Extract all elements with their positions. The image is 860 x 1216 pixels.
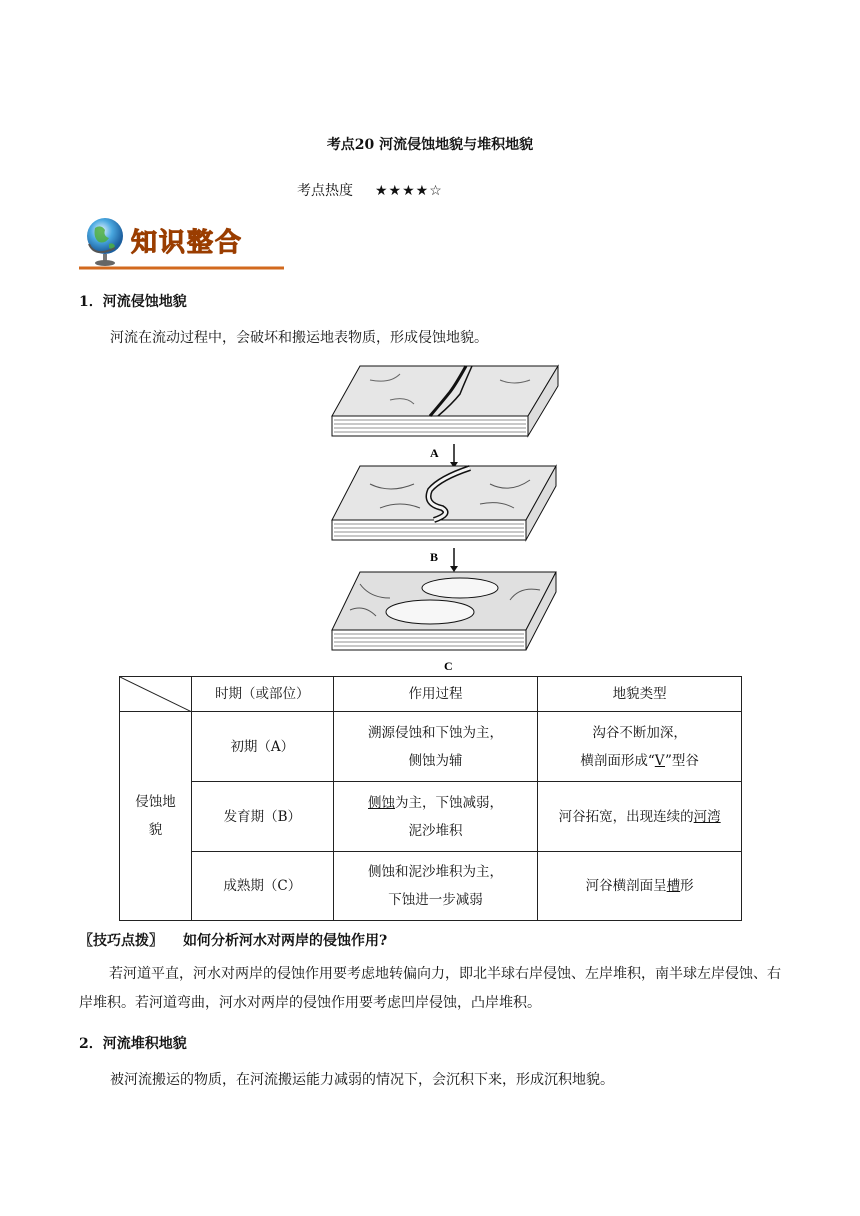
tip-heading	[79, 930, 387, 950]
tip-question: 如何分析河水对两岸的侵蚀作用?	[183, 933, 388, 949]
block-c	[332, 572, 556, 650]
block-b	[332, 466, 556, 540]
tip-text: 若河道平直，河水对两岸的侵蚀作用要考虑地转偏向力，即北半球右岸侵蚀、左岸堆积，南半球左岸侵蚀、右岸堆积。若河道弯曲，河水对两岸的侵蚀作用要考虑凹岸侵蚀，凸岸堆积。	[79, 966, 781, 1011]
section1-heading: 1．河流侵蚀地貌	[79, 294, 187, 310]
banner-text: 知识整合	[131, 228, 244, 258]
label-b: B	[430, 550, 439, 564]
table-row	[120, 852, 742, 921]
erosion-table	[119, 676, 742, 921]
erosion-diagram	[330, 356, 560, 674]
header-process: 作用过程	[333, 677, 538, 712]
label-a: A	[430, 446, 439, 460]
tip-tag: 〖技巧点拨〗	[79, 933, 163, 949]
label-c: C	[444, 659, 453, 673]
cell-period: 发育期（B）	[191, 782, 333, 852]
heat-rating	[297, 180, 443, 200]
section1-intro: 河流在流动过程中，会破坏和搬运地表物质，形成侵蚀地貌。	[110, 330, 488, 346]
cell-landform: 沟谷不断加深， 横剖面形成“V”型谷	[538, 712, 742, 782]
cell-process: 溯源侵蚀和下蚀为主， 侧蚀为辅	[333, 712, 538, 782]
heat-label: 考点热度	[297, 183, 353, 199]
knowledge-banner	[79, 214, 284, 270]
header-landform: 地貌类型	[538, 677, 742, 712]
table-row	[120, 782, 742, 852]
cell-period: 成熟期（C）	[191, 852, 333, 921]
page-title: 考点20 河流侵蚀地貌与堆积地貌	[326, 137, 534, 153]
cell-process: 侧蚀和泥沙堆积为主， 下蚀进一步减弱	[333, 852, 538, 921]
cell-landform: 河谷拓宽，出现连续的河湾	[538, 782, 742, 852]
row-group-label: 侵蚀地貌	[120, 712, 192, 921]
section2-intro: 被河流搬运的物质，在河流搬运能力减弱的情况下，会沉积下来，形成沉积地貌。	[110, 1072, 614, 1088]
header-period: 时期（或部位）	[191, 677, 333, 712]
heat-stars: ★★★★☆	[375, 183, 443, 199]
diagonal-line	[120, 677, 192, 712]
block-a	[332, 366, 558, 436]
cell-period: 初期（A）	[191, 712, 333, 782]
section2-heading: 2．河流堆积地貌	[79, 1036, 187, 1052]
table-corner	[120, 677, 192, 712]
table-row	[120, 712, 742, 782]
cell-process: 侧蚀为主，下蚀减弱， 泥沙堆积	[333, 782, 538, 852]
cell-landform: 河谷横剖面呈槽形	[538, 852, 742, 921]
